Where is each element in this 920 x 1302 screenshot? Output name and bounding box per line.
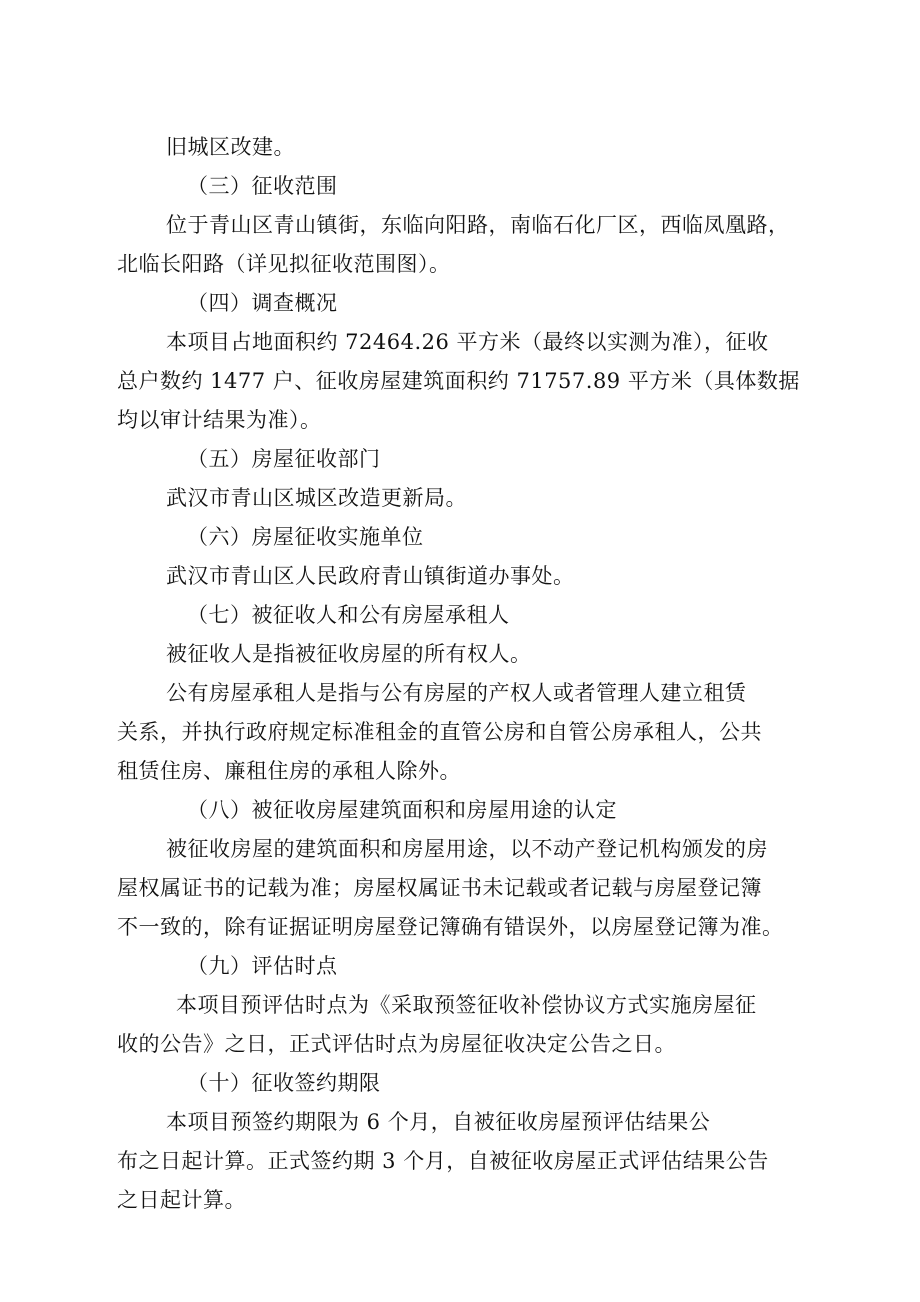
paragraph-line: 旧城区改建。	[166, 135, 295, 159]
paragraph-line: 位于青山区青山镇街，东临向阳路，南临石化厂区，西临凤凰路，	[166, 213, 790, 237]
section-heading-implementer: （六）房屋征收实施单位	[187, 525, 424, 549]
paragraph-line: 本项目占地面积约 72464.26 平方米（最终以实测为准），征收	[166, 330, 769, 354]
paragraph-line: 北临长阳路（详见拟征收范围图）。	[117, 252, 451, 276]
paragraph-line: 租赁住房、廉租住房的承租人除外。	[117, 759, 461, 783]
paragraph-line: 不一致的，除有证据证明房屋登记簿确有错误外，以房屋登记簿为准。	[117, 915, 784, 939]
paragraph-line: 武汉市青山区城区改造更新局。	[166, 486, 467, 510]
paragraph-line: 之日起计算。	[117, 1188, 246, 1212]
paragraph-line: 公有房屋承租人是指与公有房屋的产权人或者管理人建立租赁	[166, 681, 747, 705]
section-heading-valuation-date: （九）评估时点	[187, 954, 338, 978]
paragraph-line: 收的公告》之日，正式评估时点为房屋征收决定公告之日。	[117, 1032, 676, 1056]
paragraph-line: 关系，并执行政府规定标准租金的直管公房和自管公房承租人，公共	[117, 720, 762, 744]
paragraph-line: 本项目预评估时点为《采取预签征收补偿协议方式实施房屋征	[176, 993, 757, 1017]
paragraph-line: 布之日起计算。正式签约期 3 个月，自被征收房屋正式评估结果公告	[117, 1149, 769, 1173]
paragraph-line: 屋权属证书的记载为准；房屋权属证书未记载或者记载与房屋登记簿	[117, 876, 762, 900]
paragraph-line: 本项目预签约期限为 6 个月，自被征收房屋预评估结果公	[166, 1110, 711, 1134]
paragraph-line: 被征收人是指被征收房屋的所有权人。	[166, 642, 532, 666]
paragraph-line: 总户数约 1477 户、征收房屋建筑面积约 71757.89 平方米（具体数据	[117, 369, 800, 393]
section-heading-signing-period: （十）征收签约期限	[187, 1071, 381, 1095]
paragraph-line: 被征收房屋的建筑面积和房屋用途，以不动产登记机构颁发的房	[166, 837, 768, 861]
section-heading-scope: （三）征收范围	[187, 174, 338, 198]
section-heading-department: （五）房屋征收部门	[187, 447, 381, 471]
section-heading-survey: （四）调查概况	[187, 291, 338, 315]
section-heading-tenants: （七）被征收人和公有房屋承租人	[187, 603, 510, 627]
section-heading-area-use: （八）被征收房屋建筑面积和房屋用途的认定	[187, 798, 617, 822]
paragraph-line: 均以审计结果为准）。	[117, 408, 322, 432]
paragraph-line: 武汉市青山区人民政府青山镇街道办事处。	[166, 564, 575, 588]
